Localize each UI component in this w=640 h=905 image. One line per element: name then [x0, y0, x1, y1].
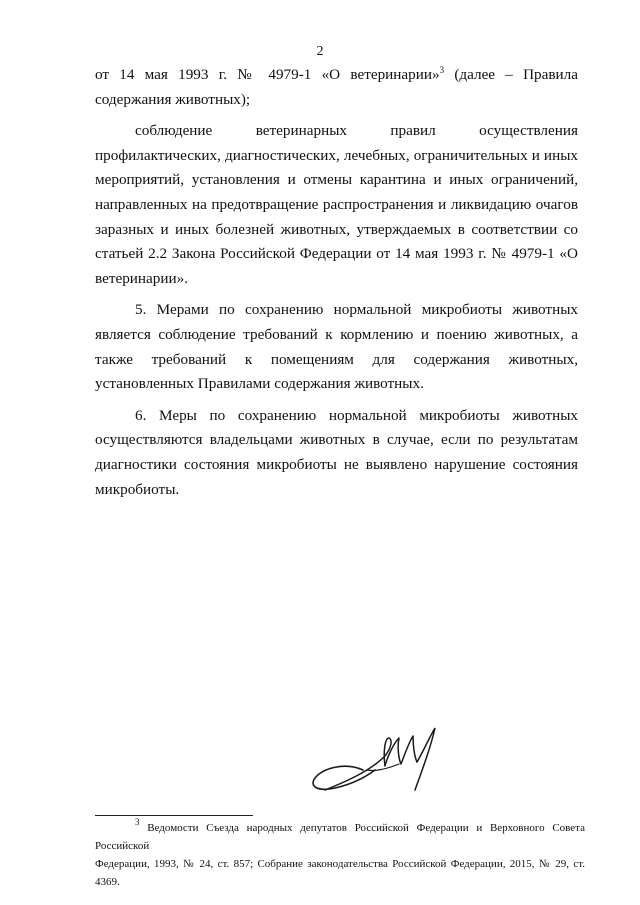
footnote-first-line	[95, 819, 585, 855]
page-number: 2	[316, 44, 324, 59]
paragraph-text-after-reference: (далее – Правила содержания животных);	[95, 66, 578, 108]
paragraph-item-5: 5. Мерами по сохранению нормальной микробиоты животных является соблюдение требований к кормлению и поению животных, а также требований к помещениям для содержания животных, установленных Правилами содержания животных.	[95, 301, 578, 393]
footnote-text: Ведомости Съезда народных депутатов Российской Федерации и Верховного Совета Российской	[95, 822, 585, 852]
paragraph-continuation	[95, 63, 578, 112]
footnote-separator	[95, 815, 253, 816]
body-text	[95, 63, 578, 509]
footnote-reference: 3	[439, 65, 445, 75]
paragraph-veterinary-rules: соблюдение ветеринарных правил осуществления профилактических, диагностических, лечебных, ограничительных и иных мероприятий, установления и отмены карантина и иных ограничений, направленных на предотвращение распространения и ликвидацию очагов заразных и иных болезней животных, утверждаемых в соответствии со статьей 2.2 Закона Российской Федерации от 14 мая 1993 г. № 4979-1 «О ветеринарии».	[95, 122, 578, 287]
paragraph-text: от 14 мая 1993 г. № 4979-1 «О ветеринарии»	[95, 66, 440, 83]
paragraph-item-6: 6. Меры по сохранению нормальной микробиоты животных осуществляются владельцами животных в случае, если по результатам диагностики состояния микробиоты не выявлено нарушение состояния микробиоты.	[95, 406, 578, 498]
handwritten-signature	[305, 718, 455, 798]
footnote	[95, 819, 585, 891]
footnote-marker: 3	[135, 817, 140, 827]
footnote-text-continued: Федерации, 1993, № 24, ст. 857; Собрание законодательства Российской Федерации, 2015, № 29, ст. 4369.	[95, 858, 585, 888]
